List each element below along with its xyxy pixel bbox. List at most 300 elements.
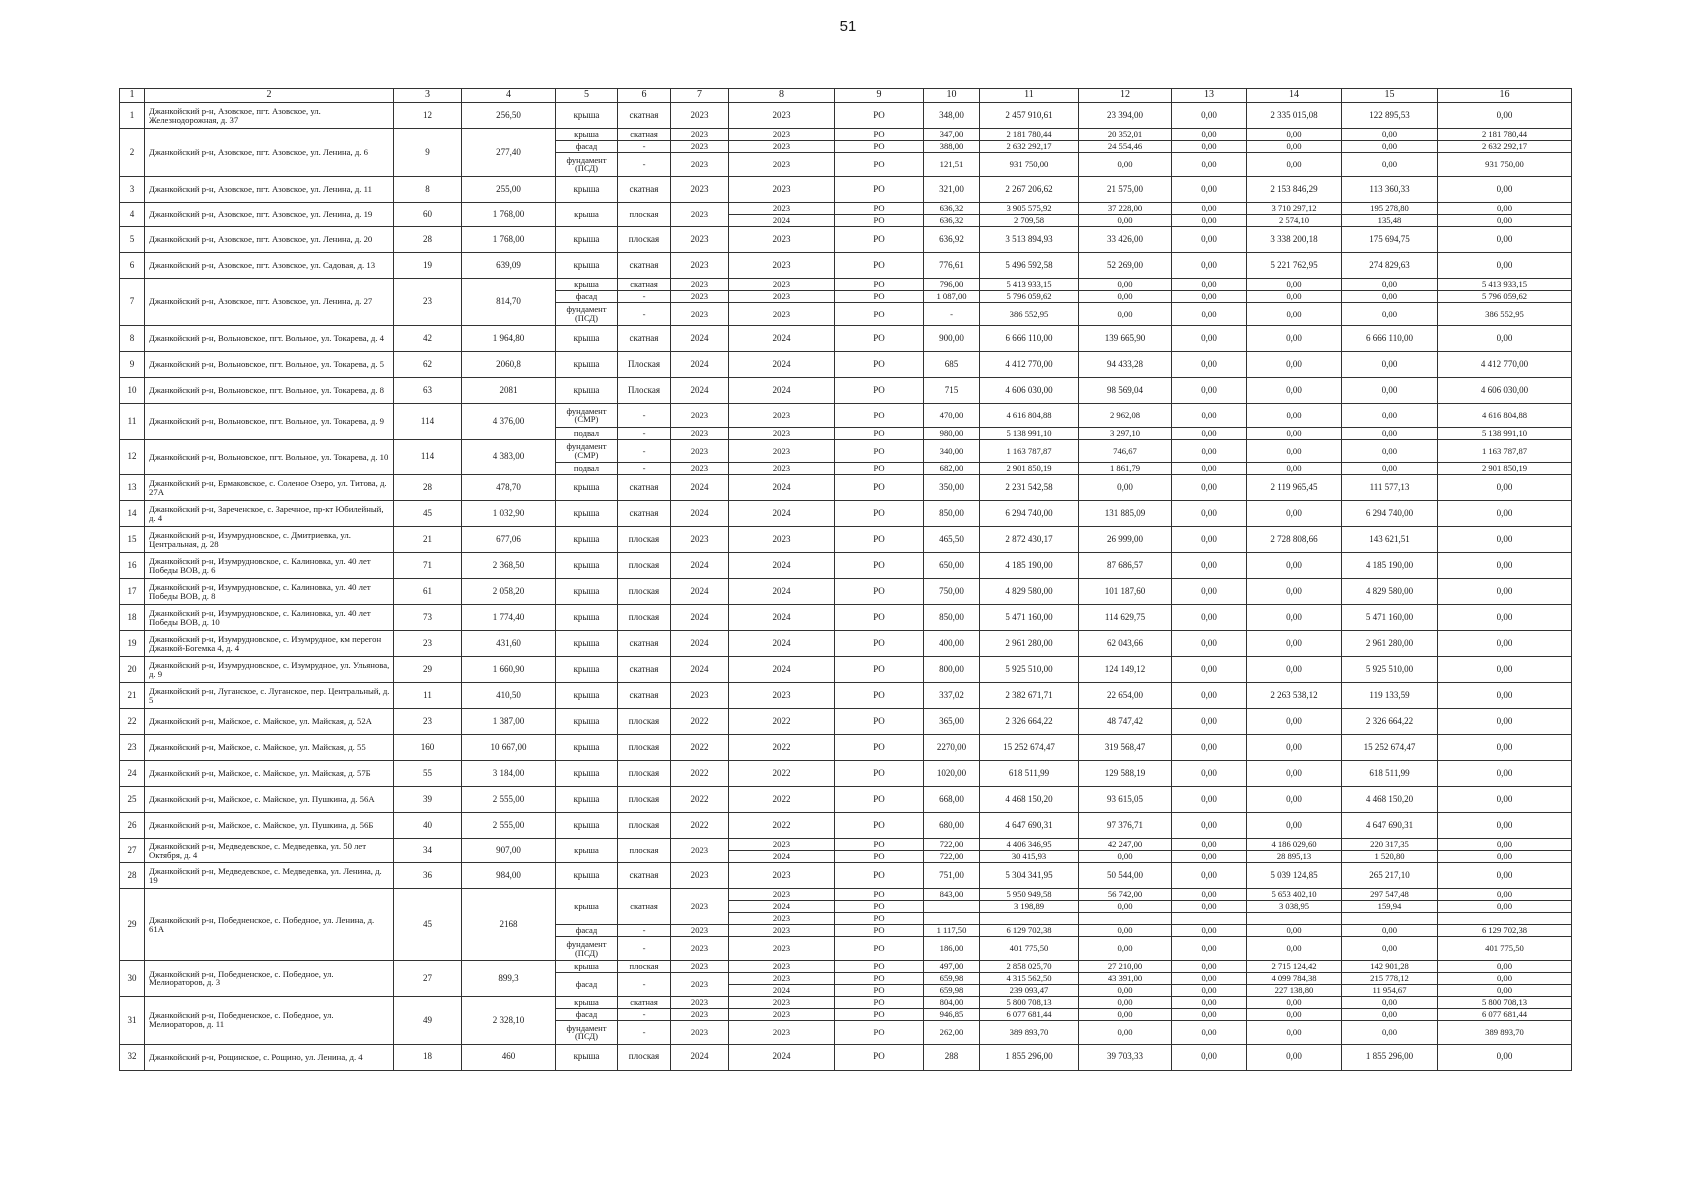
address-cell: Джанкойский р-н, Азовское, пгт. Азовское, ул. Садовая, д. 13 [145, 252, 394, 278]
value-13: 0,00 [1172, 463, 1247, 475]
address-cell: Джанкойский р-н, Победненское, с. Победное, ул. Ленина, д. 61А [145, 889, 394, 961]
apartments-count: 21 [394, 527, 462, 553]
value-15: 220 317,35 [1342, 839, 1438, 851]
executor: РО [835, 605, 924, 631]
apartments-count: 34 [394, 839, 462, 863]
value-11: 15 252 674,47 [980, 735, 1079, 761]
roof-type: плоская [618, 813, 671, 839]
value-13: 0,00 [1172, 839, 1247, 851]
apartments-count: 160 [394, 735, 462, 761]
apartments-count: 23 [394, 278, 462, 326]
value-13: 0,00 [1172, 863, 1247, 889]
value-10: 680,00 [924, 813, 980, 839]
planned-year: 2023 [671, 463, 729, 475]
executor: РО [835, 863, 924, 889]
capital-repair-table [119, 88, 1572, 1071]
value-12: 20 352,01 [1079, 129, 1172, 141]
value-12: 21 575,00 [1079, 176, 1172, 202]
value-11: 3 198,89 [980, 901, 1079, 913]
value-16: 5 138 991,10 [1438, 427, 1572, 439]
value-14: 0,00 [1247, 657, 1342, 683]
work-year: 2024 [729, 214, 835, 226]
building-area: 277,40 [462, 129, 556, 177]
value-14: 0,00 [1247, 735, 1342, 761]
value-13: 0,00 [1172, 404, 1247, 428]
planned-year: 2023 [671, 427, 729, 439]
value-13: 0,00 [1172, 984, 1247, 996]
table-row [120, 103, 1572, 129]
value-15: 15 252 674,47 [1342, 735, 1438, 761]
table-row [120, 761, 1572, 787]
work-type: крыша [556, 863, 618, 889]
planned-year: 2022 [671, 813, 729, 839]
value-10: 722,00 [924, 839, 980, 851]
planned-year: 2023 [671, 972, 729, 996]
value-13: 0,00 [1172, 709, 1247, 735]
value-14: 0,00 [1247, 129, 1342, 141]
value-15: 4 185 190,00 [1342, 553, 1438, 579]
work-type: крыша [556, 579, 618, 605]
building-area: 2168 [462, 889, 556, 961]
value-11: 389 893,70 [980, 1020, 1079, 1044]
value-11: 1 855 296,00 [980, 1044, 1079, 1070]
address-cell: Джанкойский р-н, Азовское, пгт. Азовское, ул. Ленина, д. 19 [145, 202, 394, 226]
apartments-count: 71 [394, 553, 462, 579]
executor: РО [835, 214, 924, 226]
work-type: подвал [556, 463, 618, 475]
planned-year: 2022 [671, 735, 729, 761]
building-area: 255,00 [462, 176, 556, 202]
value-16: 0,00 [1438, 226, 1572, 252]
value-13: 0,00 [1172, 252, 1247, 278]
work-type: крыша [556, 226, 618, 252]
work-type: крыша [556, 761, 618, 787]
value-14: 3 710 297,12 [1247, 202, 1342, 214]
executor: РО [835, 427, 924, 439]
roof-type: скатная [618, 631, 671, 657]
planned-year: 2023 [671, 404, 729, 428]
roof-type: - [618, 925, 671, 937]
value-14: 0,00 [1247, 709, 1342, 735]
table-row [120, 352, 1572, 378]
value-15: 0,00 [1342, 1008, 1438, 1020]
work-type: крыша [556, 683, 618, 709]
value-13: 0,00 [1172, 226, 1247, 252]
planned-year: 2023 [671, 141, 729, 153]
value-10: 668,00 [924, 787, 980, 813]
executor: РО [835, 657, 924, 683]
building-area: 410,50 [462, 683, 556, 709]
value-10: 288 [924, 1044, 980, 1070]
row-number: 10 [120, 378, 145, 404]
value-12: 319 568,47 [1079, 735, 1172, 761]
roof-type: плоская [618, 787, 671, 813]
value-15: 122 895,53 [1342, 103, 1438, 129]
value-14: 2 574,10 [1247, 214, 1342, 226]
value-11: 6 077 681,44 [980, 1008, 1079, 1020]
value-12: 101 187,60 [1079, 579, 1172, 605]
value-16: 0,00 [1438, 984, 1572, 996]
value-11: 5 950 949,58 [980, 889, 1079, 901]
work-year: 2023 [729, 1020, 835, 1044]
value-11: 5 471 160,00 [980, 605, 1079, 631]
table-row [120, 176, 1572, 202]
roof-type: - [618, 1008, 671, 1020]
value-10: 659,98 [924, 972, 980, 984]
address-cell: Джанкойский р-н, Изумрудновское, с. Изумрудное, ул. Ульянова, д. 9 [145, 657, 394, 683]
value-14: 0,00 [1247, 605, 1342, 631]
row-number: 4 [120, 202, 145, 226]
column-header-2: 2 [145, 89, 394, 103]
value-10: 636,92 [924, 226, 980, 252]
planned-year: 2023 [671, 202, 729, 226]
value-11: 2 231 542,58 [980, 475, 1079, 501]
work-year: 2024 [729, 501, 835, 527]
executor: РО [835, 302, 924, 326]
value-15: 6 294 740,00 [1342, 501, 1438, 527]
value-13: 0,00 [1172, 352, 1247, 378]
value-12: 97 376,71 [1079, 813, 1172, 839]
planned-year: 2023 [671, 996, 729, 1008]
value-14: 0,00 [1247, 925, 1342, 937]
roof-type: скатная [618, 278, 671, 290]
value-11: 239 093,47 [980, 984, 1079, 996]
value-14: 2 263 538,12 [1247, 683, 1342, 709]
building-area: 1 387,00 [462, 709, 556, 735]
value-10: 400,00 [924, 631, 980, 657]
work-type: крыша [556, 501, 618, 527]
value-12: 114 629,75 [1079, 605, 1172, 631]
executor: РО [835, 475, 924, 501]
value-16: 386 552,95 [1438, 302, 1572, 326]
executor: РО [835, 463, 924, 475]
address-cell: Джанкойский р-н, Майское, с. Майское, ул. Пушкина, д. 56А [145, 787, 394, 813]
table-row [120, 657, 1572, 683]
value-12: 0,00 [1079, 278, 1172, 290]
value-12: 0,00 [1079, 302, 1172, 326]
work-year: 2024 [729, 553, 835, 579]
value-15: 618 511,99 [1342, 761, 1438, 787]
column-header-6: 6 [618, 89, 671, 103]
building-area: 907,00 [462, 839, 556, 863]
value-15: 2 326 664,22 [1342, 709, 1438, 735]
value-12: 50 544,00 [1079, 863, 1172, 889]
value-12: 48 747,42 [1079, 709, 1172, 735]
row-number: 1 [120, 103, 145, 129]
value-14: 3 038,95 [1247, 901, 1342, 913]
building-area: 899,3 [462, 960, 556, 996]
value-13: 0,00 [1172, 1008, 1247, 1020]
table-row [120, 996, 1572, 1008]
value-15: 135,48 [1342, 214, 1438, 226]
value-13: 0,00 [1172, 153, 1247, 177]
roof-type: плоская [618, 761, 671, 787]
value-12: 0,00 [1079, 475, 1172, 501]
roof-type: - [618, 141, 671, 153]
planned-year: 2023 [671, 129, 729, 141]
planned-year: 2024 [671, 352, 729, 378]
value-12: 56 742,00 [1079, 889, 1172, 901]
executor: РО [835, 439, 924, 463]
value-13: 0,00 [1172, 960, 1247, 972]
value-14: 0,00 [1247, 813, 1342, 839]
work-type: фундамент (СМР) [556, 439, 618, 463]
value-11: 5 800 708,13 [980, 996, 1079, 1008]
value-10: 337,02 [924, 683, 980, 709]
value-14: 0,00 [1247, 937, 1342, 961]
value-13: 0,00 [1172, 553, 1247, 579]
planned-year: 2022 [671, 787, 729, 813]
address-cell: Джанкойский р-н, Медведевское, с. Медведевка, ул. Ленина, д. 19 [145, 863, 394, 889]
work-year: 2023 [729, 1008, 835, 1020]
planned-year: 2024 [671, 326, 729, 352]
value-15: 0,00 [1342, 290, 1438, 302]
value-15: 111 577,13 [1342, 475, 1438, 501]
executor: РО [835, 176, 924, 202]
value-15: 0,00 [1342, 153, 1438, 177]
value-15: 0,00 [1342, 278, 1438, 290]
value-10: 685 [924, 352, 980, 378]
row-number: 7 [120, 278, 145, 326]
value-13: 0,00 [1172, 925, 1247, 937]
value-14: 5 653 402,10 [1247, 889, 1342, 901]
work-type: крыша [556, 326, 618, 352]
work-year: 2023 [729, 937, 835, 961]
work-year: 2024 [729, 901, 835, 913]
table-row [120, 226, 1572, 252]
work-year: 2023 [729, 913, 835, 925]
value-15: 0,00 [1342, 937, 1438, 961]
value-10: 348,00 [924, 103, 980, 129]
work-type: фундамент (ПСД) [556, 1020, 618, 1044]
work-type: крыша [556, 996, 618, 1008]
address-cell: Джанкойский р-н, Луганское, с. Луганское, пер. Центральный, д. 5 [145, 683, 394, 709]
value-12: 22 654,00 [1079, 683, 1172, 709]
address-cell: Джанкойский р-н, Рощинское, с. Рощино, ул. Ленина, д. 4 [145, 1044, 394, 1070]
row-number: 31 [120, 996, 145, 1044]
work-type: крыша [556, 813, 618, 839]
value-16: 0,00 [1438, 972, 1572, 984]
value-14: 0,00 [1247, 579, 1342, 605]
value-16: 0,00 [1438, 889, 1572, 901]
value-12: 0,00 [1079, 214, 1172, 226]
value-16: 6 077 681,44 [1438, 1008, 1572, 1020]
value-13: 0,00 [1172, 657, 1247, 683]
executor: РО [835, 984, 924, 996]
value-16: 0,00 [1438, 527, 1572, 553]
row-number: 28 [120, 863, 145, 889]
apartments-count: 8 [394, 176, 462, 202]
roof-type: скатная [618, 103, 671, 129]
value-12: 2 962,08 [1079, 404, 1172, 428]
address-cell: Джанкойский р-н, Изумрудновское, с. Дмитриевка, ул. Центральная, д. 28 [145, 527, 394, 553]
planned-year: 2023 [671, 290, 729, 302]
apartments-count: 29 [394, 657, 462, 683]
work-year: 2023 [729, 176, 835, 202]
column-header-7: 7 [671, 89, 729, 103]
value-10: 388,00 [924, 141, 980, 153]
value-12: 37 228,00 [1079, 202, 1172, 214]
apartments-count: 63 [394, 378, 462, 404]
work-type: крыша [556, 631, 618, 657]
value-14: 227 138,80 [1247, 984, 1342, 996]
executor: РО [835, 129, 924, 141]
address-cell: Джанкойский р-н, Майское, с. Майское, ул. Майская, д. 55 [145, 735, 394, 761]
table-row [120, 378, 1572, 404]
executor: РО [835, 290, 924, 302]
value-15: 11 954,67 [1342, 984, 1438, 996]
work-type: крыша [556, 278, 618, 290]
value-13: 0,00 [1172, 683, 1247, 709]
apartments-count: 60 [394, 202, 462, 226]
work-type: подвал [556, 427, 618, 439]
work-year: 2024 [729, 984, 835, 996]
planned-year: 2023 [671, 176, 729, 202]
value-13: 0,00 [1172, 605, 1247, 631]
value-10: 659,98 [924, 984, 980, 996]
apartments-count: 40 [394, 813, 462, 839]
work-year: 2023 [729, 129, 835, 141]
building-area: 4 383,00 [462, 439, 556, 475]
value-15: 265 217,10 [1342, 863, 1438, 889]
row-number: 23 [120, 735, 145, 761]
value-11: 2 632 292,17 [980, 141, 1079, 153]
building-area: 2 555,00 [462, 813, 556, 839]
apartments-count: 9 [394, 129, 462, 177]
building-area: 677,06 [462, 527, 556, 553]
building-area: 2 555,00 [462, 787, 556, 813]
address-cell: Джанкойский р-н, Майское, с. Майское, ул. Пушкина, д. 56Б [145, 813, 394, 839]
planned-year: 2024 [671, 553, 729, 579]
value-16: 0,00 [1438, 683, 1572, 709]
planned-year: 2023 [671, 439, 729, 463]
work-year: 2022 [729, 787, 835, 813]
value-13: 0,00 [1172, 501, 1247, 527]
value-13: 0,00 [1172, 378, 1247, 404]
value-14: 0,00 [1247, 761, 1342, 787]
value-10: 750,00 [924, 579, 980, 605]
value-14: 2 728 808,66 [1247, 527, 1342, 553]
value-15: 143 621,51 [1342, 527, 1438, 553]
value-10: 321,00 [924, 176, 980, 202]
work-year: 2023 [729, 889, 835, 901]
value-12: 0,00 [1079, 925, 1172, 937]
work-year: 2023 [729, 863, 835, 889]
value-13: 0,00 [1172, 427, 1247, 439]
column-header-14: 14 [1247, 89, 1342, 103]
value-13: 0,00 [1172, 996, 1247, 1008]
work-year: 2024 [729, 352, 835, 378]
row-number: 20 [120, 657, 145, 683]
table-row [120, 326, 1572, 352]
planned-year: 2024 [671, 378, 729, 404]
apartments-count: 61 [394, 579, 462, 605]
value-13: 0,00 [1172, 1020, 1247, 1044]
roof-type: плоская [618, 960, 671, 972]
apartments-count: 39 [394, 787, 462, 813]
value-13: 0,00 [1172, 787, 1247, 813]
executor: РО [835, 352, 924, 378]
value-13: 0,00 [1172, 290, 1247, 302]
executor: РО [835, 787, 924, 813]
value-15: 1 855 296,00 [1342, 1044, 1438, 1070]
work-year: 2023 [729, 439, 835, 463]
address-cell: Джанкойский р-н, Победненское, с. Победное, ул. Мелиораторов, д. 3 [145, 960, 394, 996]
value-14: 0,00 [1247, 439, 1342, 463]
roof-type: скатная [618, 889, 671, 925]
value-16: 1 163 787,87 [1438, 439, 1572, 463]
row-number: 27 [120, 839, 145, 863]
value-10: 350,00 [924, 475, 980, 501]
value-10: 497,00 [924, 960, 980, 972]
work-type: крыша [556, 378, 618, 404]
planned-year: 2023 [671, 839, 729, 863]
apartments-count: 28 [394, 226, 462, 252]
executor: РО [835, 839, 924, 851]
address-cell: Джанкойский р-н, Ермаковское, с. Соленое Озеро, ул. Титова, д. 27А [145, 475, 394, 501]
value-14: 28 895,13 [1247, 851, 1342, 863]
planned-year: 2022 [671, 761, 729, 787]
value-14: 4 186 029,60 [1247, 839, 1342, 851]
value-14: 0,00 [1247, 787, 1342, 813]
value-14: 0,00 [1247, 553, 1342, 579]
value-14: 0,00 [1247, 463, 1342, 475]
value-11: 6 294 740,00 [980, 501, 1079, 527]
row-number: 24 [120, 761, 145, 787]
building-area: 478,70 [462, 475, 556, 501]
address-cell: Джанкойский р-н, Азовское, пгт. Азовское, ул. Ленина, д. 11 [145, 176, 394, 202]
value-11: 2 901 850,19 [980, 463, 1079, 475]
address-cell: Джанкойский р-н, Азовское, пгт. Азовское, ул. Ленина, д. 20 [145, 226, 394, 252]
value-16: 0,00 [1438, 176, 1572, 202]
roof-type: плоская [618, 839, 671, 863]
value-14: 0,00 [1247, 302, 1342, 326]
value-14: 2 153 846,29 [1247, 176, 1342, 202]
building-area: 4 376,00 [462, 404, 556, 440]
value-16: 5 796 059,62 [1438, 290, 1572, 302]
building-area: 1 768,00 [462, 202, 556, 226]
value-16: 0,00 [1438, 252, 1572, 278]
work-type: крыша [556, 527, 618, 553]
address-cell: Джанкойский р-н, Изумрудновское, с. Калиновка, ул. 40 лет Победы ВОВ, д. 10 [145, 605, 394, 631]
value-13: 0,00 [1172, 972, 1247, 984]
value-13: 0,00 [1172, 1044, 1247, 1070]
roof-type: скатная [618, 176, 671, 202]
row-number: 19 [120, 631, 145, 657]
executor: РО [835, 813, 924, 839]
roof-type: Плоская [618, 352, 671, 378]
roof-type: - [618, 302, 671, 326]
row-number: 18 [120, 605, 145, 631]
building-area: 1 032,90 [462, 501, 556, 527]
apartments-count: 42 [394, 326, 462, 352]
row-number: 16 [120, 553, 145, 579]
value-12: 0,00 [1079, 851, 1172, 863]
executor: РО [835, 1044, 924, 1070]
value-14: 5 221 762,95 [1247, 252, 1342, 278]
executor: РО [835, 501, 924, 527]
value-10: 946,85 [924, 1008, 980, 1020]
building-area: 2 368,50 [462, 553, 556, 579]
value-13: 0,00 [1172, 901, 1247, 913]
value-14: 3 338 200,18 [1247, 226, 1342, 252]
value-12: 98 569,04 [1079, 378, 1172, 404]
value-12: 0,00 [1079, 937, 1172, 961]
value-10: 751,00 [924, 863, 980, 889]
value-12: 39 703,33 [1079, 1044, 1172, 1070]
executor: РО [835, 103, 924, 129]
table-row [120, 735, 1572, 761]
